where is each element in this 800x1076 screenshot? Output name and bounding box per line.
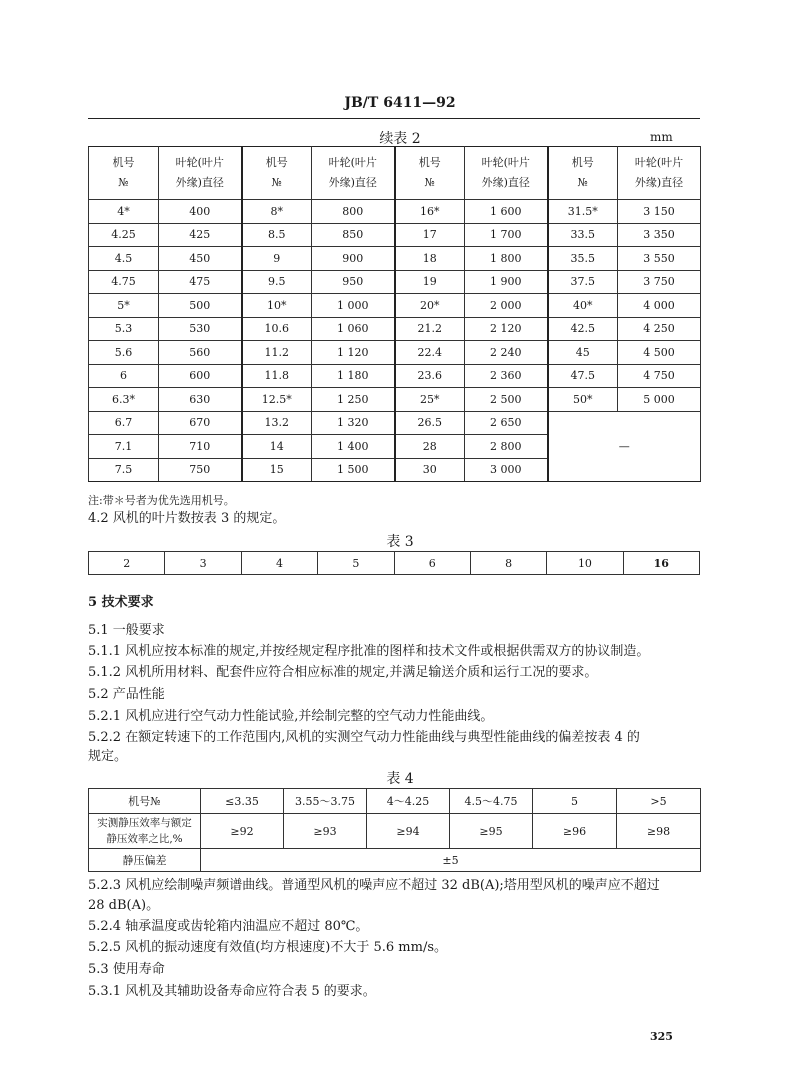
table-cell: 2 000 [465, 294, 548, 318]
table-cell: 2 800 [465, 435, 548, 459]
table-cell: 19 [395, 270, 465, 294]
table-cell: 6 [89, 364, 159, 388]
table-cell: 4* [89, 200, 159, 224]
table-row [89, 388, 701, 412]
table4 [88, 788, 701, 872]
table-cell: 1 000 [312, 294, 395, 318]
table-cell: 14 [242, 435, 312, 459]
header-cell: 叶轮(叶片 外缘)直径 [618, 147, 701, 200]
table-cell: 9 [242, 247, 312, 271]
table-cell: 9.5 [242, 270, 312, 294]
table-cell: 8 [470, 552, 546, 575]
table-cell: 1 250 [312, 388, 395, 412]
dash-mark: — [618, 439, 630, 453]
table-cell: 40* [548, 294, 618, 318]
table-row [89, 247, 701, 271]
table-cell: ≥93 [284, 814, 367, 849]
table-cell: 4.25 [89, 223, 159, 247]
table-row [89, 317, 701, 341]
table-cell: 10* [242, 294, 312, 318]
clause-5-2-3: 5.2.3 风机应绘制噪声频谱曲线。普通型风机的噪声应不超过 32 dB(A);塔用型风机的噪声应不超过 [88, 878, 660, 893]
table-cell: 8* [242, 200, 312, 224]
table-cell: 42.5 [548, 317, 618, 341]
table-cell: 1 800 [465, 247, 548, 271]
table-cell: 2 360 [465, 364, 548, 388]
table-row [89, 200, 701, 224]
table-cell: ≤3.35 [201, 789, 284, 814]
table-cell: 21.2 [395, 317, 465, 341]
table2-body [89, 200, 701, 482]
table-cell: 2 240 [465, 341, 548, 365]
table-cell: 3.55～3.75 [284, 789, 367, 814]
table-cell: 47.5 [548, 364, 618, 388]
table-cell: 450 [159, 247, 242, 271]
table-cell: 5 000 [618, 388, 701, 412]
table2-caption: 续表 2 [379, 131, 421, 147]
table-cell: 12.5* [242, 388, 312, 412]
table-cell: 1 500 [312, 458, 395, 482]
table-cell: 1 600 [465, 200, 548, 224]
table-cell: 670 [159, 411, 242, 435]
clause-5-1: 5.1 一般要求 [88, 623, 165, 638]
clause-5-2: 5.2 产品性能 [88, 687, 165, 702]
table-row [89, 341, 701, 365]
table-cell: 630 [159, 388, 242, 412]
table-cell: 4.5～4.75 [450, 789, 533, 814]
table-cell: 850 [312, 223, 395, 247]
table2-header-row [89, 147, 701, 200]
table-cell: 23.6 [395, 364, 465, 388]
table-cell: 900 [312, 247, 395, 271]
table4-row [89, 814, 701, 849]
table-cell: 22.4 [395, 341, 465, 365]
table-cell: 5 [318, 552, 394, 575]
clause-5-2-2: 5.2.2 在额定转速下的工作范围内,风机的实测空气动力性能曲线与典型性能曲线的偏差按表 4 的 [88, 730, 640, 745]
table-cell: 31.5* [548, 200, 618, 224]
clause-5-2-1: 5.2.1 风机应进行空气动力性能试验,并绘制完整的空气动力性能曲线。 [88, 709, 494, 724]
table-row [89, 270, 701, 294]
document-header: JB/T 6411—92 [344, 95, 456, 111]
clause-5-3: 5.3 使用寿命 [88, 962, 165, 977]
table3-caption: 表 3 [386, 534, 414, 550]
table-cell: 3 550 [618, 247, 701, 271]
table-cell: 11.8 [242, 364, 312, 388]
clause-5-1-2: 5.1.2 风机所用材料、配套件应符合相应标准的规定,并满足输送介质和运行工况的要求。 [88, 665, 598, 680]
table-cell: 33.5 [548, 223, 618, 247]
table-cell: 3 150 [618, 200, 701, 224]
table2-note: 注:带＊号者为优先选用机号。 [88, 494, 235, 507]
table-cell: 16 [623, 552, 699, 575]
clause-5-2-3-cont: 28 dB(A)。 [88, 898, 160, 913]
table-cell: 800 [312, 200, 395, 224]
table-cell: 2 [89, 552, 165, 575]
table-cell: 4 000 [618, 294, 701, 318]
table-cell: 425 [159, 223, 242, 247]
clause-5-2-2-cont: 规定。 [88, 749, 128, 764]
table-cell: 1 900 [465, 270, 548, 294]
table-cell: 4 750 [618, 364, 701, 388]
table-cell: 950 [312, 270, 395, 294]
table-cell: 1 180 [312, 364, 395, 388]
table-cell: 5.6 [89, 341, 159, 365]
table-row [89, 223, 701, 247]
table-cell: ≥98 [617, 814, 701, 849]
table-cell: 50* [548, 388, 618, 412]
table-cell: 3 350 [618, 223, 701, 247]
table-cell: 28 [395, 435, 465, 459]
table-cell: ±5 [201, 849, 701, 872]
clause-5-1-1: 5.1.1 风机应按本标准的规定,并按经规定程序批准的图样和技术文件或根据供需双方的协议制造。 [88, 644, 650, 659]
table-cell: ≥92 [201, 814, 284, 849]
page-number: 325 [650, 1030, 673, 1043]
table-cell: 10.6 [242, 317, 312, 341]
table-cell: 400 [159, 200, 242, 224]
table-cell: 2 500 [465, 388, 548, 412]
table-cell: ≥96 [533, 814, 617, 849]
table-cell: 10 [547, 552, 623, 575]
table-cell: 8.5 [242, 223, 312, 247]
table-cell: 25* [395, 388, 465, 412]
table-cell: 7.1 [89, 435, 159, 459]
header-cell: 机号 № [89, 147, 159, 200]
header-cell: 叶轮(叶片 外缘)直径 [465, 147, 548, 200]
table-row [89, 364, 701, 388]
header-cell: 机号 № [548, 147, 618, 200]
table-cell: 5.3 [89, 317, 159, 341]
table-cell: 45 [548, 341, 618, 365]
table-cell: 1 320 [312, 411, 395, 435]
table-cell: 475 [159, 270, 242, 294]
table-cell: 1 400 [312, 435, 395, 459]
clause-4-2: 4.2 风机的叶片数按表 3 的规定。 [88, 511, 286, 526]
table-cell: 4.75 [89, 270, 159, 294]
table-cell: 5* [89, 294, 159, 318]
clause-5-3-1: 5.3.1 风机及其辅助设备寿命应符合表 5 的要求。 [88, 984, 376, 999]
table-cell: >5 [617, 789, 701, 814]
table-cell: 4.5 [89, 247, 159, 271]
table-cell: 35.5 [548, 247, 618, 271]
table-cell: 18 [395, 247, 465, 271]
table-cell: 560 [159, 341, 242, 365]
table-cell: 4 500 [618, 341, 701, 365]
header-rule [88, 118, 700, 119]
section-5-heading: 5 技术要求 [88, 595, 154, 610]
table4-caption: 表 4 [386, 771, 414, 787]
table-cell: 6.3* [89, 388, 159, 412]
table-cell: 20* [395, 294, 465, 318]
table-cell: 750 [159, 458, 242, 482]
table-cell: 4 [241, 552, 317, 575]
clause-5-2-4: 5.2.4 轴承温度或齿轮箱内油温应不超过 80℃。 [88, 919, 369, 934]
table-cell: 6 [394, 552, 470, 575]
table-cell: 1 120 [312, 341, 395, 365]
row-label: 静压偏差 [89, 849, 201, 872]
header-cell: 叶轮(叶片 外缘)直径 [159, 147, 242, 200]
row-label: 机号№ [89, 789, 201, 814]
table-cell: 3 750 [618, 270, 701, 294]
table-cell: 530 [159, 317, 242, 341]
table-cell: 1 060 [312, 317, 395, 341]
blank-cell [548, 411, 701, 482]
table-cell: 1 700 [465, 223, 548, 247]
table-cell: 13.2 [242, 411, 312, 435]
table3-row [89, 552, 700, 575]
table-cell: 600 [159, 364, 242, 388]
table-cell: 2 650 [465, 411, 548, 435]
table-cell: 3 000 [465, 458, 548, 482]
header-cell: 机号 № [395, 147, 465, 200]
table-cell: 2 120 [465, 317, 548, 341]
table-cell: 4～4.25 [367, 789, 450, 814]
table-row [89, 411, 701, 435]
table4-row [89, 789, 701, 814]
table-cell: 11.2 [242, 341, 312, 365]
table-cell: 17 [395, 223, 465, 247]
header-cell: 机号 № [242, 147, 312, 200]
table-cell: ≥95 [450, 814, 533, 849]
table-cell: 5 [533, 789, 617, 814]
table-cell: 7.5 [89, 458, 159, 482]
header-cell: 叶轮(叶片 外缘)直径 [312, 147, 395, 200]
table-cell: 4 250 [618, 317, 701, 341]
table-cell: 16* [395, 200, 465, 224]
row-label: 实测静压效率与额定 静压效率之比,% [89, 814, 201, 849]
table2-unit: mm [650, 130, 673, 144]
table3 [88, 551, 700, 575]
table-cell: 30 [395, 458, 465, 482]
table-cell: ≥94 [367, 814, 450, 849]
table4-row [89, 849, 701, 872]
table-cell: 15 [242, 458, 312, 482]
table-cell: 26.5 [395, 411, 465, 435]
table2 [88, 146, 701, 482]
table-cell: 3 [165, 552, 241, 575]
table-row [89, 294, 701, 318]
table-cell: 6.7 [89, 411, 159, 435]
table-cell: 710 [159, 435, 242, 459]
clause-5-2-5: 5.2.5 风机的振动速度有效值(均方根速度)不大于 5.6 mm/s。 [88, 940, 447, 955]
table-cell: 37.5 [548, 270, 618, 294]
table-cell: 500 [159, 294, 242, 318]
